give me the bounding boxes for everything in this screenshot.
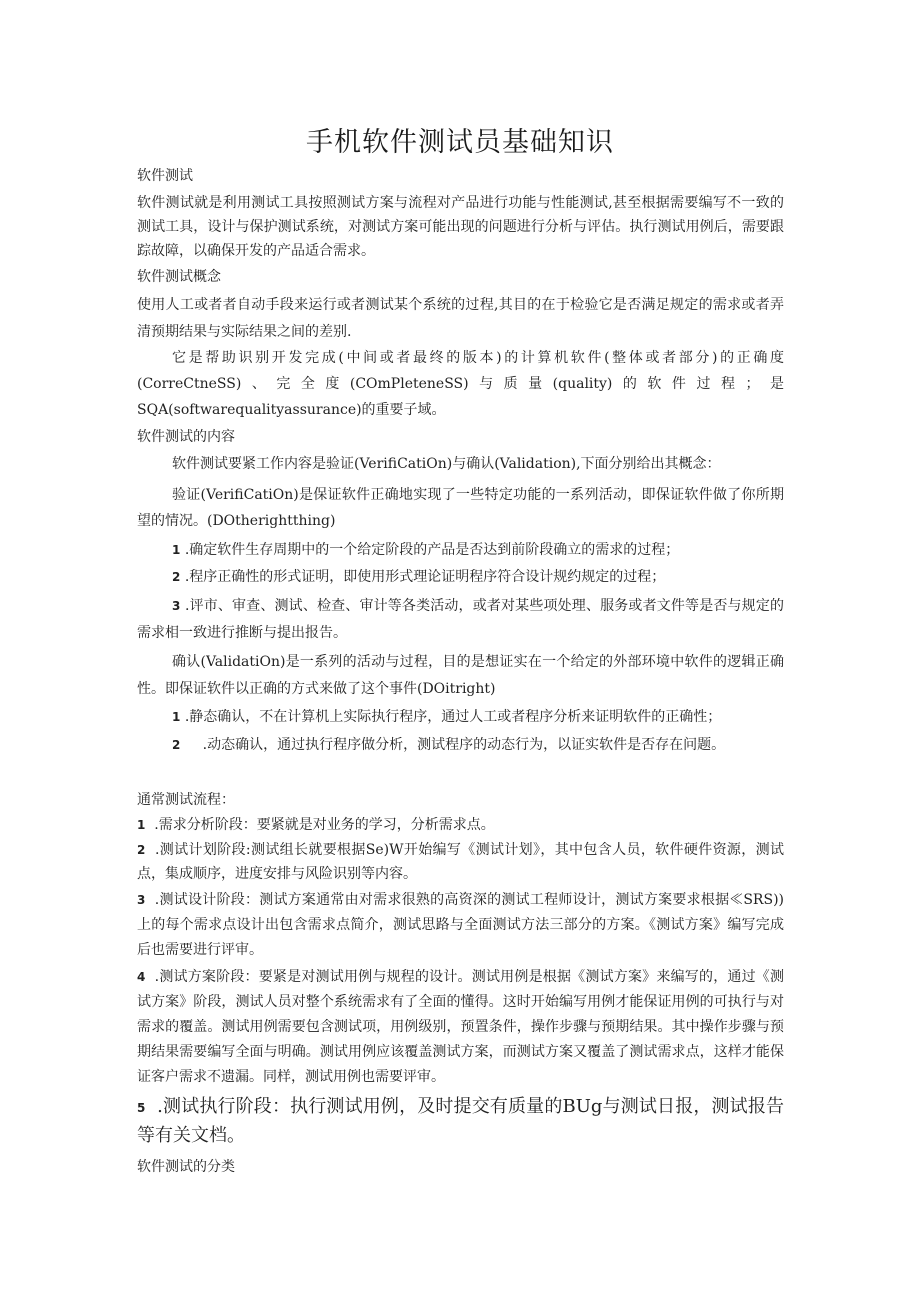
heading-testing-classification: 软件测试的分类	[137, 1159, 235, 1175]
process-item-3	[137, 888, 784, 963]
item-text: .测试设计阶段：测试方案通常由对需求很熟的高资深的测试工程师设计，测试方案要求根据≪SRS))上的每个需求点设计出包含需求点简介，测试思路与全面测试方法三部分的方案。《测试方案》编写完成后也需要进行评审。	[137, 892, 784, 958]
paragraph-verification: 验证(VerifiCatiOn)是保证软件正确地实现了一些特定功能的一系列活动，即保证软件做了你所期望的情况。(DOtherightthing)	[137, 487, 784, 529]
paragraph-software-testing: 软件测试就是利用测试工具按照测试方案与流程对产品进行功能与性能测试,甚至根据需要编写不一致的测试工具，设计与保护测试系统，对测试方案可能出现的问题进行分析与评估。执行测试用例后，需要跟踪故障，以确保开发的产品适合需求。	[137, 195, 784, 259]
item-text: .测试执行阶段：执行测试用例，及时提交有质量的BUg与测试日报，测试报告等有关文档。	[137, 1096, 784, 1146]
item-number: 4	[137, 970, 146, 984]
paragraph-validation: 确认(ValidatiOn)是一系列的活动与过程，目的是想证实在一个给定的外部环境中软件的逻辑正确性。即保证软件以正确的方式来做了这个事件(DOitright)	[137, 654, 784, 697]
heading-software-testing: 软件测试	[137, 168, 193, 184]
paragraph-concept-1: 使用人工或者者自动手段来运行或者测试某个系统的过程,其目的在于检验它是否满足规定的需求或者弄清预期结果与实际结果之间的差别.	[137, 297, 784, 340]
item-number: 2	[137, 843, 146, 857]
process-item-1	[137, 813, 784, 837]
item-number: 3	[172, 599, 181, 613]
document-title: 手机软件测试员基础知识	[306, 127, 614, 158]
item-text: .测试方案阶段：要紧是对测试用例与规程的设计。测试用例是根据《测试方案》来编写的，通过《测试方案》阶段，测试人员对整个系统需求有了全面的懂得。这时开始编写用例才能保证用例的可执行与对需求的覆盖。测试用例需要包含测试项，用例级别，预置条件，操作步骤与预期结果。其中操作步骤与预期结果需要编写全面与明确。测试用例应该覆盖测试方案，而测试方案又覆盖了测试需求点，这样才能保证客户需求不遗漏。同样，测试用例也需要评审。	[137, 969, 784, 1085]
heading-testing-concept: 软件测试概念	[137, 269, 221, 285]
process-item-4	[137, 965, 784, 1090]
heading-test-process: 通常测试流程：	[137, 792, 235, 808]
item-text: .程序正确性的形式证明，即使用形式理论证明程序符合设计规约规定的过程；	[184, 569, 666, 585]
validation-item-1	[172, 705, 721, 729]
process-item-2	[137, 838, 784, 886]
item-number: 5	[137, 1101, 146, 1115]
item-text: .需求分析阶段：要紧就是对业务的学习，分析需求点。	[154, 817, 495, 833]
item-number: 2	[172, 738, 181, 752]
item-number: 1	[172, 543, 181, 557]
item-text: .静态确认，不在计算机上实际执行程序，通过人工或者程序分析来证明软件的正确性；	[184, 709, 722, 725]
process-item-5	[137, 1093, 784, 1150]
verification-item-1	[172, 538, 679, 562]
item-number: 1	[172, 710, 181, 724]
item-text: .评市、审查、测试、检查、审计等各类活动，或者对某些项处理、服务或者文件等是否与规定的需求相一致进行推断与提出报告。	[137, 598, 784, 641]
item-number: 1	[137, 818, 146, 832]
item-text: .确定软件生存周期中的一个给定阶段的产品是否达到前阶段确立的需求的过程；	[184, 542, 680, 558]
item-number: 2	[172, 570, 181, 584]
validation-item-2	[172, 733, 725, 757]
verification-item-2	[172, 565, 665, 589]
heading-testing-content: 软件测试的内容	[137, 429, 235, 445]
paragraph-content-1: 软件测试要紧工作内容是验证(VerifiCatiOn)与确认(Validation),下面分别给出其概念：	[172, 456, 721, 472]
item-text: .动态确认，通过执行程序做分析，测试程序的动态行为，以证实软件是否存在问题。	[202, 737, 726, 753]
verification-item-3	[137, 593, 784, 647]
paragraph-concept-2: 它是帮助识别开发完成(中间或者最终的版本)的计算机软件(整体或者部分)的正确度(CorreCtneSS)、完全度(COmPleteneSS)与质量(quality)的软件过程；是SQA(softwarequalityassurance)的重要子域。	[137, 350, 784, 418]
item-text: .测试计划阶段:测试组长就要根据Se)W开始编写《测试计划》，其中包含人员，软件硬件资源，测试点，集成顺序，进度安排与风险识别等内容。	[137, 842, 784, 882]
item-number: 3	[137, 893, 146, 907]
